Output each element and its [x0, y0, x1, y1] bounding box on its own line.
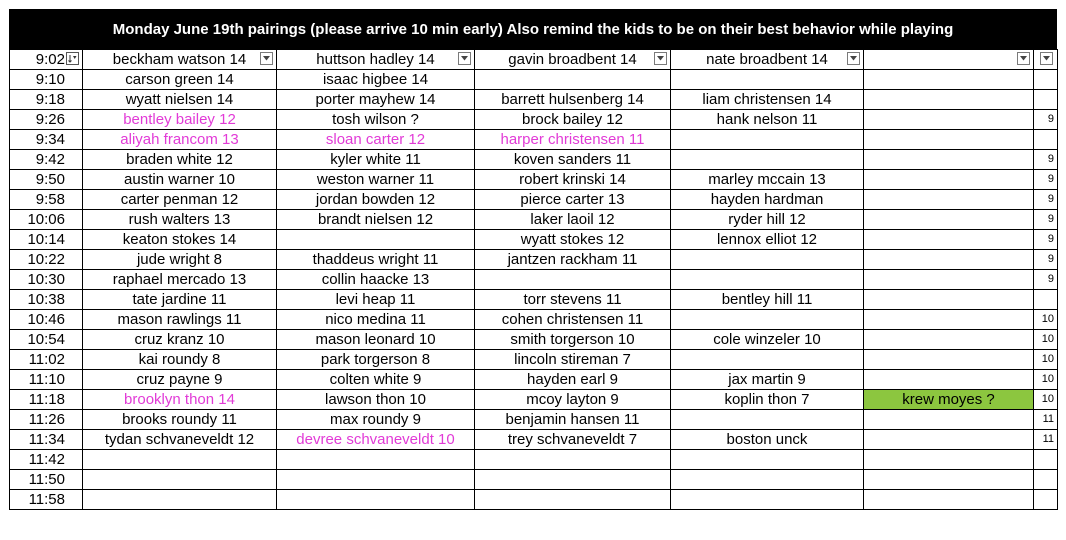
- spreadsheet: [9, 9, 1057, 510]
- player-cell[interactable]: [864, 110, 1034, 130]
- player-cell[interactable]: [671, 290, 864, 310]
- player-cell[interactable]: [475, 130, 671, 150]
- table-row: [10, 150, 1058, 170]
- filter-dropdown-button[interactable]: [847, 52, 860, 65]
- player-name: carson green 14: [125, 71, 234, 88]
- group-note-cell[interactable]: [1034, 70, 1058, 90]
- table-row: [10, 370, 1058, 390]
- player-cell[interactable]: [277, 250, 475, 270]
- player-name: ryder hill 12: [728, 211, 806, 228]
- player-cell[interactable]: [475, 430, 671, 450]
- player-cell[interactable]: [277, 450, 475, 470]
- time-cell[interactable]: 11:58: [10, 490, 83, 510]
- group-note-cell[interactable]: [1034, 190, 1058, 210]
- player-cell[interactable]: [671, 250, 864, 270]
- player-cell[interactable]: [671, 410, 864, 430]
- player-cell[interactable]: [671, 110, 864, 130]
- player-cell[interactable]: [671, 50, 864, 70]
- player-name: tosh wilson ?: [332, 111, 419, 128]
- filter-dropdown-button[interactable]: [1017, 52, 1030, 65]
- player-cell[interactable]: [83, 490, 277, 510]
- player-cell[interactable]: [864, 350, 1034, 370]
- player-cell[interactable]: [475, 190, 671, 210]
- player-cell[interactable]: [83, 250, 277, 270]
- dropdown-arrow-icon: [263, 56, 270, 61]
- player-cell[interactable]: [671, 70, 864, 90]
- player-cell[interactable]: [83, 370, 277, 390]
- time-cell[interactable]: 10:06: [10, 210, 83, 230]
- time-cell[interactable]: 9:02: [10, 50, 83, 70]
- player-cell[interactable]: [277, 170, 475, 190]
- group-note: 11: [1042, 413, 1054, 425]
- player-name: beckham watson 14: [112, 51, 247, 68]
- player-cell[interactable]: [277, 110, 475, 130]
- group-note-cell[interactable]: [1034, 450, 1058, 470]
- player-name: nico medina 11: [325, 311, 426, 328]
- player-cell[interactable]: [83, 190, 277, 210]
- player-cell[interactable]: [864, 130, 1034, 150]
- time-cell[interactable]: 11:10: [10, 370, 83, 390]
- sheet-title: Monday June 19th pairings (please arrive 10 min early) Also remind the kids to be on their best behavior while playing: [112, 20, 954, 38]
- player-cell[interactable]: [864, 70, 1034, 90]
- player-cell[interactable]: [277, 210, 475, 230]
- player-name: thaddeus wright 11: [312, 251, 439, 268]
- time-cell[interactable]: 9:34: [10, 130, 83, 150]
- time-cell[interactable]: 10:22: [10, 250, 83, 270]
- group-note-cell[interactable]: [1034, 150, 1058, 170]
- player-cell[interactable]: [864, 190, 1034, 210]
- group-note: 9: [1047, 253, 1054, 265]
- player-cell[interactable]: [277, 370, 475, 390]
- time-cell[interactable]: 10:14: [10, 230, 83, 250]
- time-cell[interactable]: 10:54: [10, 330, 83, 350]
- player-cell[interactable]: [277, 490, 475, 510]
- player-name: jantzen rackham 11: [507, 251, 638, 268]
- player-cell[interactable]: [671, 230, 864, 250]
- player-cell[interactable]: [83, 390, 277, 410]
- table-row: [10, 330, 1058, 350]
- player-name: keaton stokes 14: [122, 231, 237, 248]
- player-name: collin haacke 13: [321, 271, 430, 288]
- player-cell[interactable]: [864, 150, 1034, 170]
- player-name: bentley hill 11: [721, 291, 813, 308]
- player-name: mason leonard 10: [315, 331, 436, 348]
- table-row: [10, 470, 1058, 490]
- group-note-cell[interactable]: [1034, 90, 1058, 110]
- player-name: lincoln stireman 7: [514, 351, 631, 368]
- player-name: torr stevens 11: [523, 291, 622, 308]
- player-cell[interactable]: [475, 250, 671, 270]
- player-cell[interactable]: [671, 490, 864, 510]
- player-cell[interactable]: [83, 270, 277, 290]
- filter-dropdown-button[interactable]: [654, 52, 667, 65]
- player-name: weston warner 11: [316, 171, 435, 188]
- player-cell[interactable]: [671, 350, 864, 370]
- player-cell[interactable]: [475, 490, 671, 510]
- player-cell[interactable]: [864, 310, 1034, 330]
- table-row: [10, 450, 1058, 470]
- table-row: [10, 50, 1058, 70]
- player-name: wyatt stokes 12: [520, 231, 625, 248]
- player-cell[interactable]: [671, 470, 864, 490]
- player-cell[interactable]: [671, 170, 864, 190]
- group-note-cell[interactable]: [1034, 290, 1058, 310]
- player-cell[interactable]: [864, 470, 1034, 490]
- player-cell[interactable]: [864, 290, 1034, 310]
- group-note: 10: [1041, 373, 1054, 385]
- player-name: brooks roundy 11: [122, 411, 237, 428]
- player-cell[interactable]: [277, 50, 475, 70]
- player-cell[interactable]: [277, 330, 475, 350]
- player-cell[interactable]: [671, 450, 864, 470]
- player-name: cruz kranz 10: [134, 331, 225, 348]
- player-cell[interactable]: [277, 70, 475, 90]
- player-name: lennox elliot 12: [716, 231, 818, 248]
- player-cell[interactable]: [864, 490, 1034, 510]
- table-row: [10, 310, 1058, 330]
- player-cell[interactable]: [277, 190, 475, 210]
- player-cell[interactable]: [475, 370, 671, 390]
- player-cell[interactable]: [864, 50, 1034, 70]
- time-cell[interactable]: 11:42: [10, 450, 83, 470]
- time-cell[interactable]: 9:10: [10, 70, 83, 90]
- player-name: braden white 12: [126, 151, 233, 168]
- player-cell[interactable]: [671, 430, 864, 450]
- player-cell[interactable]: [277, 130, 475, 150]
- player-name: park torgerson 8: [320, 351, 431, 368]
- player-name: hayden hardman: [710, 191, 824, 208]
- group-note-cell[interactable]: [1034, 490, 1058, 510]
- player-cell[interactable]: [83, 410, 277, 430]
- player-cell[interactable]: [864, 210, 1034, 230]
- player-cell[interactable]: [83, 150, 277, 170]
- time-cell[interactable]: 9:18: [10, 90, 83, 110]
- table-row: [10, 490, 1058, 510]
- player-cell[interactable]: [671, 310, 864, 330]
- player-cell[interactable]: [475, 310, 671, 330]
- table-row: [10, 170, 1058, 190]
- player-name: cole winzeler 10: [713, 331, 821, 348]
- player-cell[interactable]: [475, 450, 671, 470]
- table-row: [10, 70, 1058, 90]
- player-cell[interactable]: [671, 90, 864, 110]
- player-cell[interactable]: [864, 390, 1034, 410]
- player-name: brock bailey 12: [522, 111, 623, 128]
- time-cell[interactable]: 10:46: [10, 310, 83, 330]
- player-cell[interactable]: [83, 450, 277, 470]
- player-name: cruz payne 9: [136, 371, 223, 388]
- player-name: hayden earl 9: [527, 371, 618, 388]
- player-name: koplin thon 7: [724, 391, 810, 408]
- dropdown-arrow-icon: [1043, 56, 1050, 61]
- filter-dropdown-button[interactable]: [260, 52, 273, 65]
- filter-dropdown-button[interactable]: [1040, 52, 1053, 65]
- player-name: mcoy layton 9: [526, 391, 619, 408]
- player-cell[interactable]: [864, 410, 1034, 430]
- player-name: kai roundy 8: [138, 351, 221, 368]
- player-cell[interactable]: [83, 210, 277, 230]
- group-note-cell[interactable]: [1034, 330, 1058, 350]
- player-name: wyatt nielsen 14: [125, 91, 234, 108]
- player-name: liam christensen 14: [702, 91, 832, 108]
- group-note-cell[interactable]: [1034, 390, 1058, 410]
- player-cell[interactable]: [277, 470, 475, 490]
- player-name: raphael mercado 13: [112, 271, 247, 288]
- time-cell[interactable]: 10:38: [10, 290, 83, 310]
- player-name: brandt nielsen 12: [317, 211, 434, 228]
- time-cell[interactable]: 11:34: [10, 430, 83, 450]
- player-cell[interactable]: [864, 430, 1034, 450]
- player-cell[interactable]: [671, 390, 864, 410]
- player-cell[interactable]: [277, 150, 475, 170]
- player-cell[interactable]: [83, 230, 277, 250]
- player-cell[interactable]: [864, 230, 1034, 250]
- player-cell[interactable]: [671, 370, 864, 390]
- player-name: aliyah francom 13: [120, 131, 239, 148]
- group-note: 11: [1042, 433, 1054, 445]
- player-cell[interactable]: [475, 290, 671, 310]
- player-cell[interactable]: [475, 90, 671, 110]
- player-cell[interactable]: [671, 210, 864, 230]
- table-row: [10, 190, 1058, 210]
- player-name: tydan schvaneveldt 12: [104, 431, 255, 448]
- group-note-cell[interactable]: [1034, 370, 1058, 390]
- dropdown-arrow-icon: [850, 56, 857, 61]
- group-note-cell[interactable]: [1034, 310, 1058, 330]
- player-cell[interactable]: [83, 130, 277, 150]
- player-cell[interactable]: [83, 50, 277, 70]
- player-name: lawson thon 10: [325, 391, 426, 408]
- player-name: trey schvaneveldt 7: [507, 431, 638, 448]
- time-cell[interactable]: 9:42: [10, 150, 83, 170]
- player-cell[interactable]: [475, 170, 671, 190]
- player-cell[interactable]: [475, 210, 671, 230]
- player-name: marley mccain 13: [708, 171, 826, 188]
- group-note-cell[interactable]: [1034, 270, 1058, 290]
- group-note: 10: [1041, 333, 1054, 345]
- player-name: mason rawlings 11: [117, 311, 242, 328]
- player-cell[interactable]: [864, 170, 1034, 190]
- sort-filter-button[interactable]: [66, 52, 79, 65]
- player-cell[interactable]: [671, 150, 864, 170]
- player-cell[interactable]: [83, 470, 277, 490]
- table-row: [10, 90, 1058, 110]
- player-cell[interactable]: [475, 270, 671, 290]
- table-row: [10, 230, 1058, 250]
- group-note-cell[interactable]: [1034, 110, 1058, 130]
- group-note-cell[interactable]: [1034, 470, 1058, 490]
- group-note: 9: [1047, 153, 1054, 165]
- player-name: gavin broadbent 14: [508, 51, 637, 68]
- group-note: 9: [1047, 173, 1054, 185]
- player-cell[interactable]: [83, 290, 277, 310]
- player-name: jax martin 9: [728, 371, 806, 388]
- player-name: nate broadbent 14: [706, 51, 828, 68]
- time-cell[interactable]: 11:02: [10, 350, 83, 370]
- table-row: [10, 130, 1058, 150]
- player-name: rush walters 13: [128, 211, 231, 228]
- player-name: max roundy 9: [330, 411, 421, 428]
- table-row: [10, 430, 1058, 450]
- player-cell[interactable]: [277, 430, 475, 450]
- group-note-cell[interactable]: [1034, 230, 1058, 250]
- player-cell[interactable]: [864, 270, 1034, 290]
- player-cell[interactable]: [864, 250, 1034, 270]
- player-cell[interactable]: [277, 350, 475, 370]
- group-note: 10: [1041, 353, 1054, 365]
- player-name: kyler white 11: [330, 151, 421, 168]
- player-name: hank nelson 11: [716, 111, 818, 128]
- player-name: austin warner 10: [124, 171, 235, 188]
- group-note-cell[interactable]: [1034, 250, 1058, 270]
- group-note: 10: [1041, 313, 1054, 325]
- dropdown-arrow-icon: [657, 56, 664, 61]
- player-name: krew moyes ?: [902, 391, 995, 408]
- filter-dropdown-button[interactable]: [458, 52, 471, 65]
- player-cell[interactable]: [83, 170, 277, 190]
- group-note-cell[interactable]: [1034, 210, 1058, 230]
- player-name: boston unck: [726, 431, 808, 448]
- player-name: carter penman 12: [120, 191, 239, 208]
- player-cell[interactable]: [277, 410, 475, 430]
- time-cell[interactable]: 9:58: [10, 190, 83, 210]
- table-row: [10, 110, 1058, 130]
- player-cell[interactable]: [475, 110, 671, 130]
- player-cell[interactable]: [475, 390, 671, 410]
- group-note: 9: [1047, 273, 1054, 285]
- player-cell[interactable]: [277, 390, 475, 410]
- player-cell[interactable]: [864, 330, 1034, 350]
- player-cell[interactable]: [475, 150, 671, 170]
- player-name: smith torgerson 10: [510, 331, 635, 348]
- player-cell[interactable]: [864, 90, 1034, 110]
- player-cell[interactable]: [671, 190, 864, 210]
- table-row: [10, 270, 1058, 290]
- player-name: koven sanders 11: [513, 151, 632, 168]
- player-name: porter mayhew 14: [315, 91, 436, 108]
- player-cell[interactable]: [864, 370, 1034, 390]
- player-cell[interactable]: [475, 50, 671, 70]
- player-cell[interactable]: [83, 70, 277, 90]
- player-cell[interactable]: [83, 110, 277, 130]
- player-name: jordan bowden 12: [315, 191, 436, 208]
- time-cell[interactable]: 11:50: [10, 470, 83, 490]
- player-cell[interactable]: [83, 310, 277, 330]
- group-note-cell[interactable]: [1034, 410, 1058, 430]
- player-name: devree schvaneveldt 10: [296, 431, 455, 448]
- table-row: [10, 290, 1058, 310]
- player-name: robert krinski 14: [519, 171, 626, 188]
- player-cell[interactable]: [277, 310, 475, 330]
- time-cell[interactable]: 9:26: [10, 110, 83, 130]
- player-cell[interactable]: [671, 130, 864, 150]
- time-cell[interactable]: 11:26: [10, 410, 83, 430]
- player-cell[interactable]: [475, 410, 671, 430]
- player-name: tate jardine 11: [132, 291, 227, 308]
- player-name: benjamin hansen 11: [505, 411, 640, 428]
- player-cell[interactable]: [475, 230, 671, 250]
- group-note-cell[interactable]: [1034, 430, 1058, 450]
- table-row: [10, 350, 1058, 370]
- sheet-title-banner[interactable]: [9, 9, 1057, 49]
- pairings-table: [9, 49, 1058, 510]
- time-cell[interactable]: 10:30: [10, 270, 83, 290]
- player-name: isaac higbee 14: [322, 71, 429, 88]
- player-name: levi heap 11: [335, 291, 416, 308]
- time-cell[interactable]: 9:50: [10, 170, 83, 190]
- player-name: brooklyn thon 14: [124, 391, 235, 408]
- table-row: [10, 390, 1058, 410]
- group-note-cell[interactable]: [1034, 130, 1058, 150]
- player-cell[interactable]: [475, 330, 671, 350]
- player-name: cohen christensen 11: [501, 311, 644, 328]
- player-name: bentley bailey 12: [123, 111, 236, 128]
- player-cell[interactable]: [864, 450, 1034, 470]
- group-note: 9: [1047, 113, 1054, 125]
- table-row: [10, 410, 1058, 430]
- sort-filter-icon: [68, 54, 77, 63]
- table-row: [10, 210, 1058, 230]
- player-name: colten white 9: [329, 371, 422, 388]
- group-note-cell[interactable]: [1034, 170, 1058, 190]
- player-name: barrett hulsenberg 14: [501, 91, 644, 108]
- player-cell[interactable]: [277, 270, 475, 290]
- player-name: huttson hadley 14: [316, 51, 435, 68]
- player-name: laker laoil 12: [530, 211, 615, 228]
- player-name: jude wright 8: [136, 251, 223, 268]
- player-name: pierce carter 13: [520, 191, 625, 208]
- table-row: [10, 250, 1058, 270]
- player-cell[interactable]: [475, 470, 671, 490]
- group-note: 9: [1047, 233, 1054, 245]
- group-note-cell[interactable]: [1034, 50, 1058, 70]
- player-cell[interactable]: [475, 70, 671, 90]
- player-name: sloan carter 12: [325, 131, 426, 148]
- player-cell[interactable]: [671, 330, 864, 350]
- dropdown-arrow-icon: [1020, 56, 1027, 61]
- player-cell[interactable]: [83, 90, 277, 110]
- time-cell[interactable]: 11:18: [10, 390, 83, 410]
- player-cell[interactable]: [475, 350, 671, 370]
- player-cell[interactable]: [83, 350, 277, 370]
- group-note-cell[interactable]: [1034, 350, 1058, 370]
- dropdown-arrow-icon: [461, 56, 468, 61]
- player-cell[interactable]: [83, 430, 277, 450]
- player-cell[interactable]: [277, 90, 475, 110]
- group-note: 9: [1047, 193, 1054, 205]
- player-cell[interactable]: [671, 270, 864, 290]
- player-cell[interactable]: [277, 290, 475, 310]
- group-note: 10: [1041, 393, 1054, 405]
- player-cell[interactable]: [83, 330, 277, 350]
- group-note: 9: [1047, 213, 1054, 225]
- player-cell[interactable]: [277, 230, 475, 250]
- player-name: harper christensen 11: [500, 131, 645, 148]
